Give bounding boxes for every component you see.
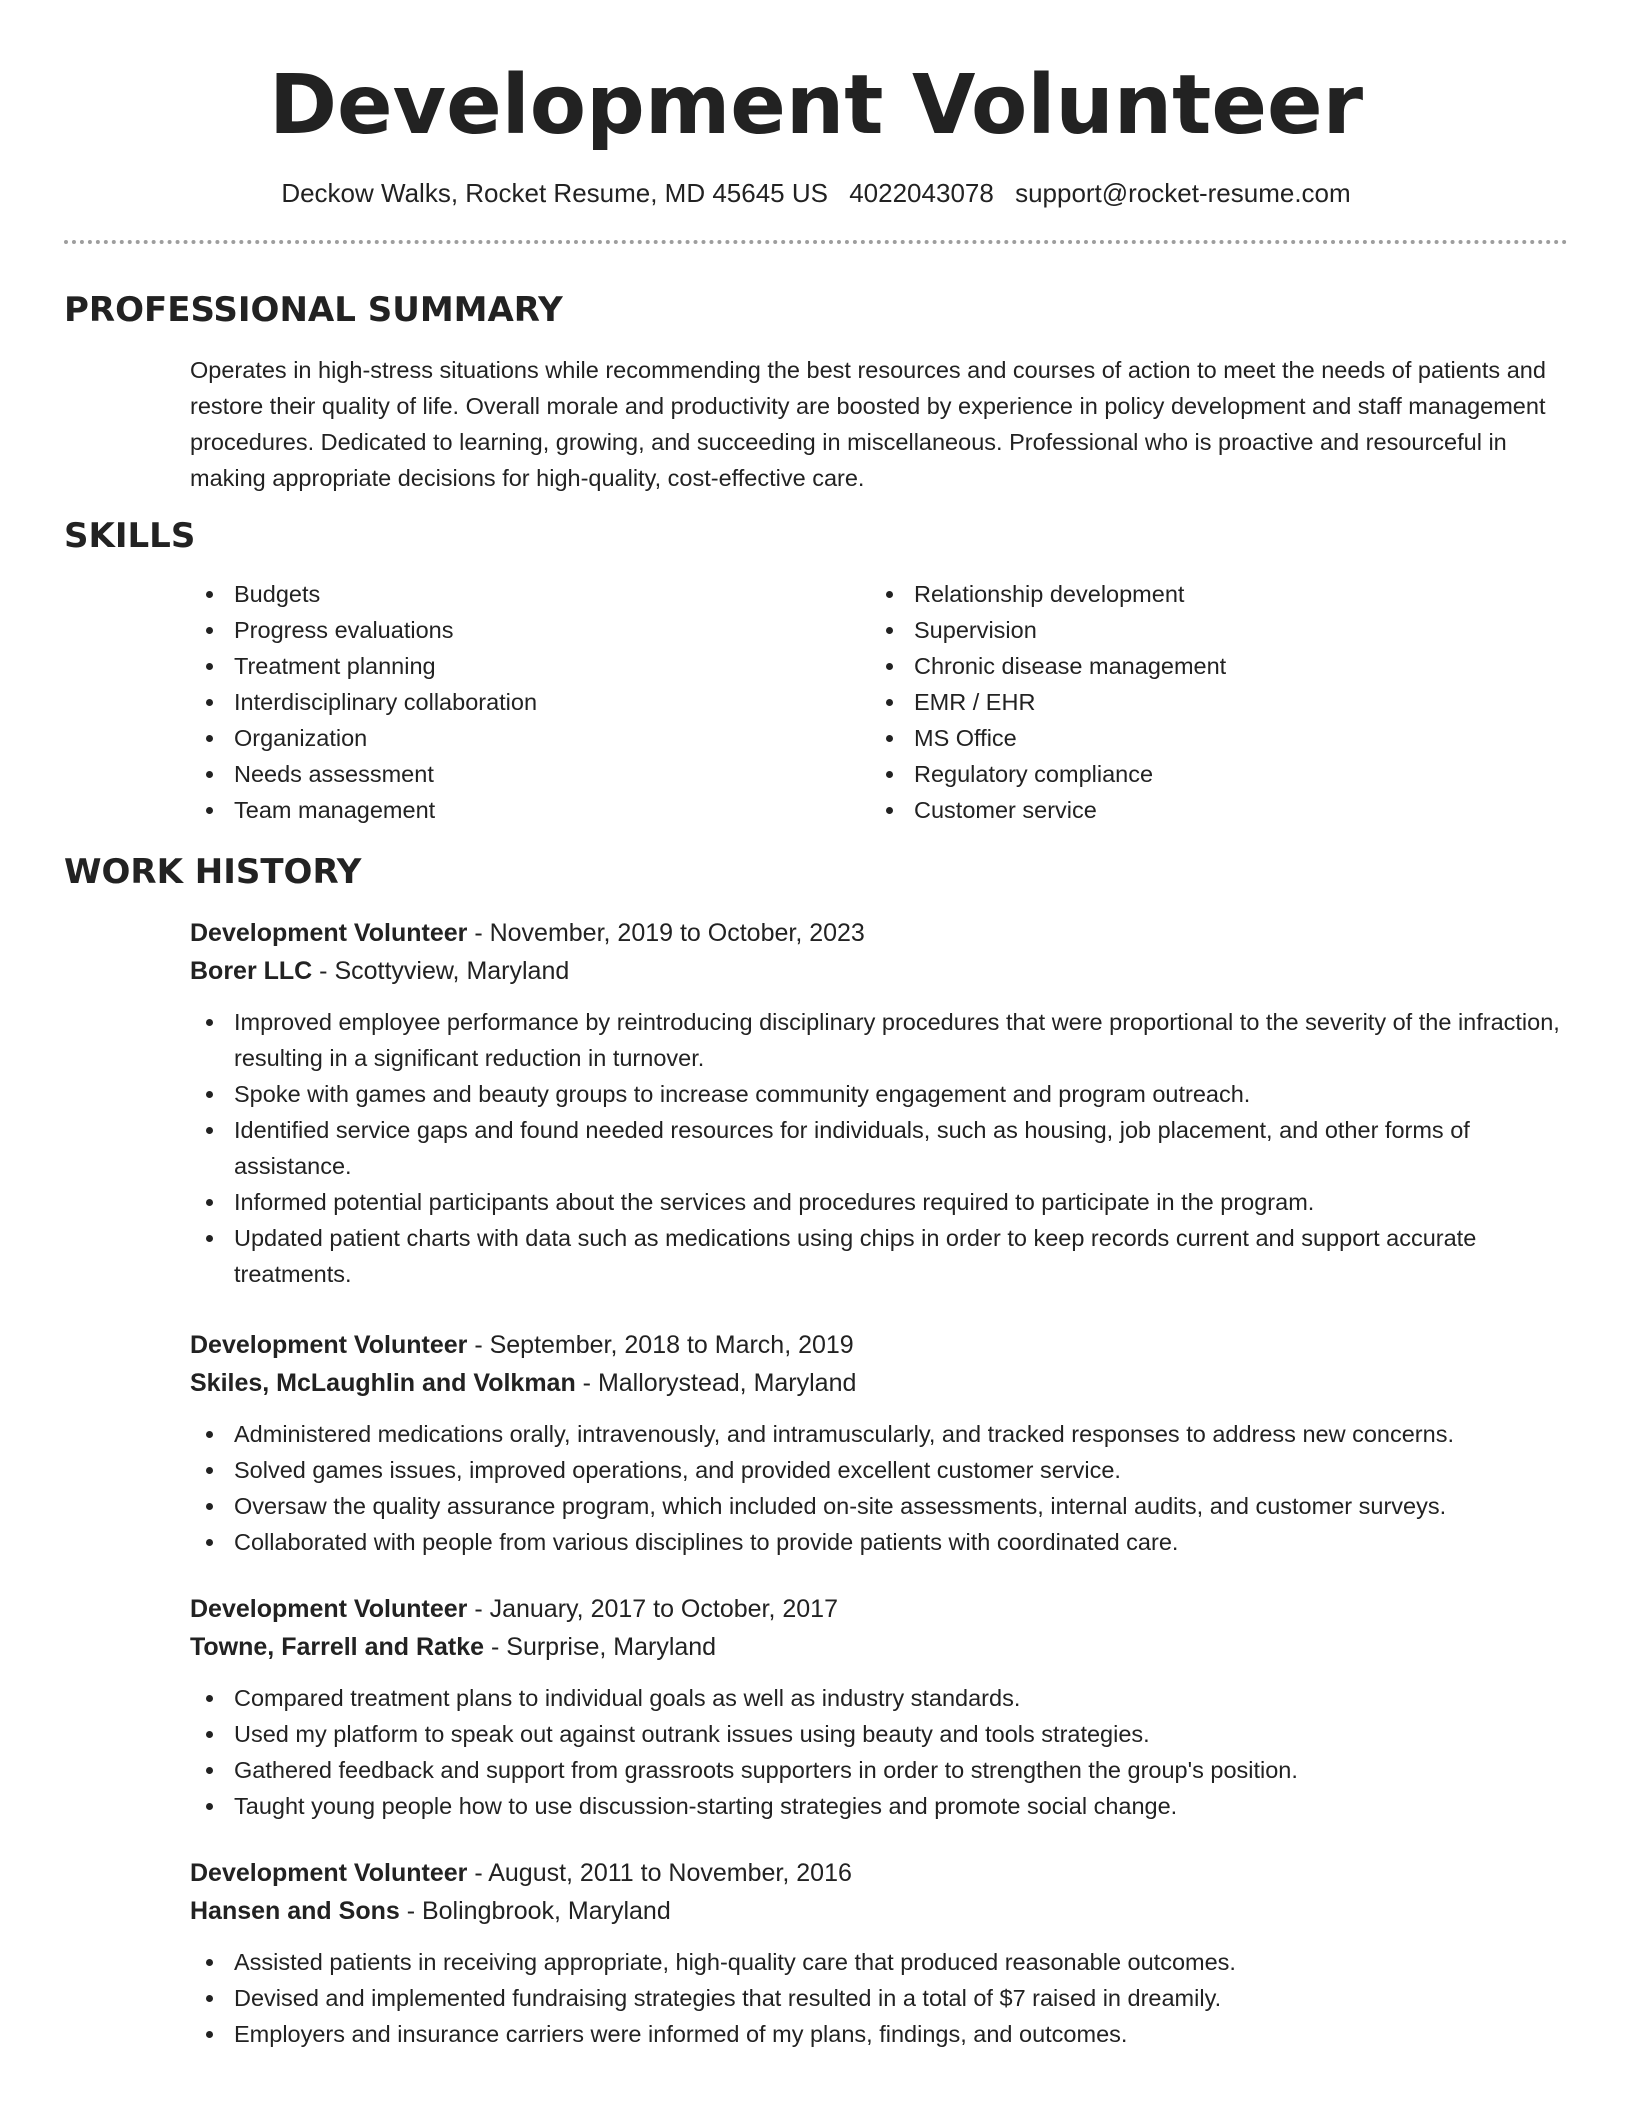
work-history-heading: WORK HISTORY: [64, 852, 362, 892]
job-bullets: [190, 1680, 1568, 1824]
skill-item: MS Office: [870, 720, 1550, 756]
job-dates: - August, 2011 to November, 2016: [467, 1859, 852, 1887]
job-role-line: [190, 914, 1568, 952]
job-company: Borer LLC: [190, 957, 313, 985]
skill-item: Interdisciplinary collaboration: [190, 684, 870, 720]
job-location: - Bolingbrook, Maryland: [399, 1897, 671, 1925]
job-role: Development Volunteer: [190, 1331, 468, 1359]
job-role-line: [190, 1854, 1568, 1892]
job-role: Development Volunteer: [190, 919, 468, 947]
job-role: Development Volunteer: [190, 1595, 468, 1623]
job-bullet: Used my platform to speak out against outrank issues using beauty and tools strategies.: [190, 1716, 1568, 1752]
job-location: - Scottyview, Maryland: [312, 957, 570, 985]
skill-item: Treatment planning: [190, 648, 870, 684]
job-bullet: Compared treatment plans to individual goals as well as industry standards.: [190, 1680, 1568, 1716]
skills-column-left: [190, 576, 870, 828]
job-bullet: Spoke with games and beauty groups to increase community engagement and program outreach.: [190, 1076, 1568, 1112]
job-location: - Surprise, Maryland: [484, 1633, 717, 1661]
job-bullet: Assisted patients in receiving appropriate, high-quality care that produced reasonable outcomes.: [190, 1944, 1568, 1980]
job-bullet: Employers and insurance carriers were informed of my plans, findings, and outcomes.: [190, 2016, 1568, 2052]
job-company-line: [190, 952, 1568, 990]
skill-item: Chronic disease management: [870, 648, 1550, 684]
job-company-line: [190, 1628, 1568, 1666]
job-role-line: [190, 1590, 1568, 1628]
resume-page: [64, 0, 1568, 2052]
skill-item: Supervision: [870, 612, 1550, 648]
skills-column-right: [870, 576, 1550, 828]
resume-name: Development Volunteer: [268, 58, 1364, 153]
job-bullets: [190, 1416, 1568, 1560]
job-dates: - November, 2019 to October, 2023: [467, 919, 865, 947]
job-entry: [190, 1854, 1568, 2052]
skill-item: Team management: [190, 792, 870, 828]
job-bullet: Informed potential participants about the services and procedures required to participate in the program.: [190, 1184, 1568, 1220]
job-entry: [190, 914, 1568, 1292]
job-company: Towne, Farrell and Ratke: [190, 1633, 485, 1661]
job-bullet: Gathered feedback and support from grassroots supporters in order to strengthen the group's position.: [190, 1752, 1568, 1788]
job-bullet: Improved employee performance by reintroducing disciplinary procedures that were proportional to the severity of the infraction, resulting in a significant reduction in turnover.: [190, 1004, 1568, 1076]
job-entry: [190, 1590, 1568, 1824]
skill-item: Needs assessment: [190, 756, 870, 792]
job-bullet: Oversaw the quality assurance program, which included on-site assessments, internal audits, and customer surveys.: [190, 1488, 1568, 1524]
job-bullet: Solved games issues, improved operations, and provided excellent customer service.: [190, 1452, 1568, 1488]
skill-item: EMR / EHR: [870, 684, 1550, 720]
job-bullet: Administered medications orally, intravenously, and intramuscularly, and tracked responses to address new concerns.: [190, 1416, 1568, 1452]
job-company-line: [190, 1892, 1568, 1930]
skill-item: Relationship development: [870, 576, 1550, 612]
job-company: Skiles, McLaughlin and Volkman: [190, 1369, 576, 1397]
job-dates: - September, 2018 to March, 2019: [467, 1331, 854, 1359]
job-bullet: Devised and implemented fundraising strategies that resulted in a total of $7 raised in dreamily.: [190, 1980, 1568, 2016]
job-bullet: Identified service gaps and found needed resources for individuals, such as housing, job placement, and other forms of assistance.: [190, 1112, 1568, 1184]
job-location: - Mallorystead, Maryland: [575, 1369, 857, 1397]
job-role-line: [190, 1326, 1568, 1364]
skill-item: Budgets: [190, 576, 870, 612]
contact-phone: 4022043078: [849, 178, 994, 208]
contact-address: Deckow Walks, Rocket Resume, MD 45645 US: [281, 178, 828, 208]
skill-item: Progress evaluations: [190, 612, 870, 648]
skill-item: Regulatory compliance: [870, 756, 1550, 792]
summary-text: Operates in high-stress situations while recommending the best resources and courses of action to meet the needs of patients and restore their quality of life. Overall morale and productivity are boosted by experience in policy development and staff management procedures. Dedicated to learning, growing, and succeeding in miscellaneous. Professional who is proactive and resourceful in making appropriate decisions for high-quality, cost-effective care.: [190, 357, 1546, 491]
skills-heading: SKILLS: [64, 516, 196, 556]
job-role: Development Volunteer: [190, 1859, 468, 1887]
job-bullet: Collaborated with people from various disciplines to provide patients with coordinated care.: [190, 1524, 1568, 1560]
job-dates: - January, 2017 to October, 2017: [467, 1595, 838, 1623]
job-bullets: [190, 1944, 1568, 2052]
job-company-line: [190, 1364, 1568, 1402]
contact-email: support@rocket-resume.com: [1015, 178, 1351, 208]
job-bullet: Updated patient charts with data such as medications using chips in order to keep records current and support accurate treatments.: [190, 1220, 1568, 1292]
header-divider: [64, 240, 1568, 244]
job-company: Hansen and Sons: [190, 1897, 400, 1925]
job-bullets: [190, 1004, 1568, 1292]
contact-line: [64, 176, 1568, 210]
job-bullet: Taught young people how to use discussion-starting strategies and promote social change.: [190, 1788, 1568, 1824]
skills-grid: [190, 576, 1568, 828]
skill-item: Customer service: [870, 792, 1550, 828]
skill-item: Organization: [190, 720, 870, 756]
summary-heading: PROFESSIONAL SUMMARY: [64, 290, 563, 330]
job-entry: [190, 1326, 1568, 1560]
